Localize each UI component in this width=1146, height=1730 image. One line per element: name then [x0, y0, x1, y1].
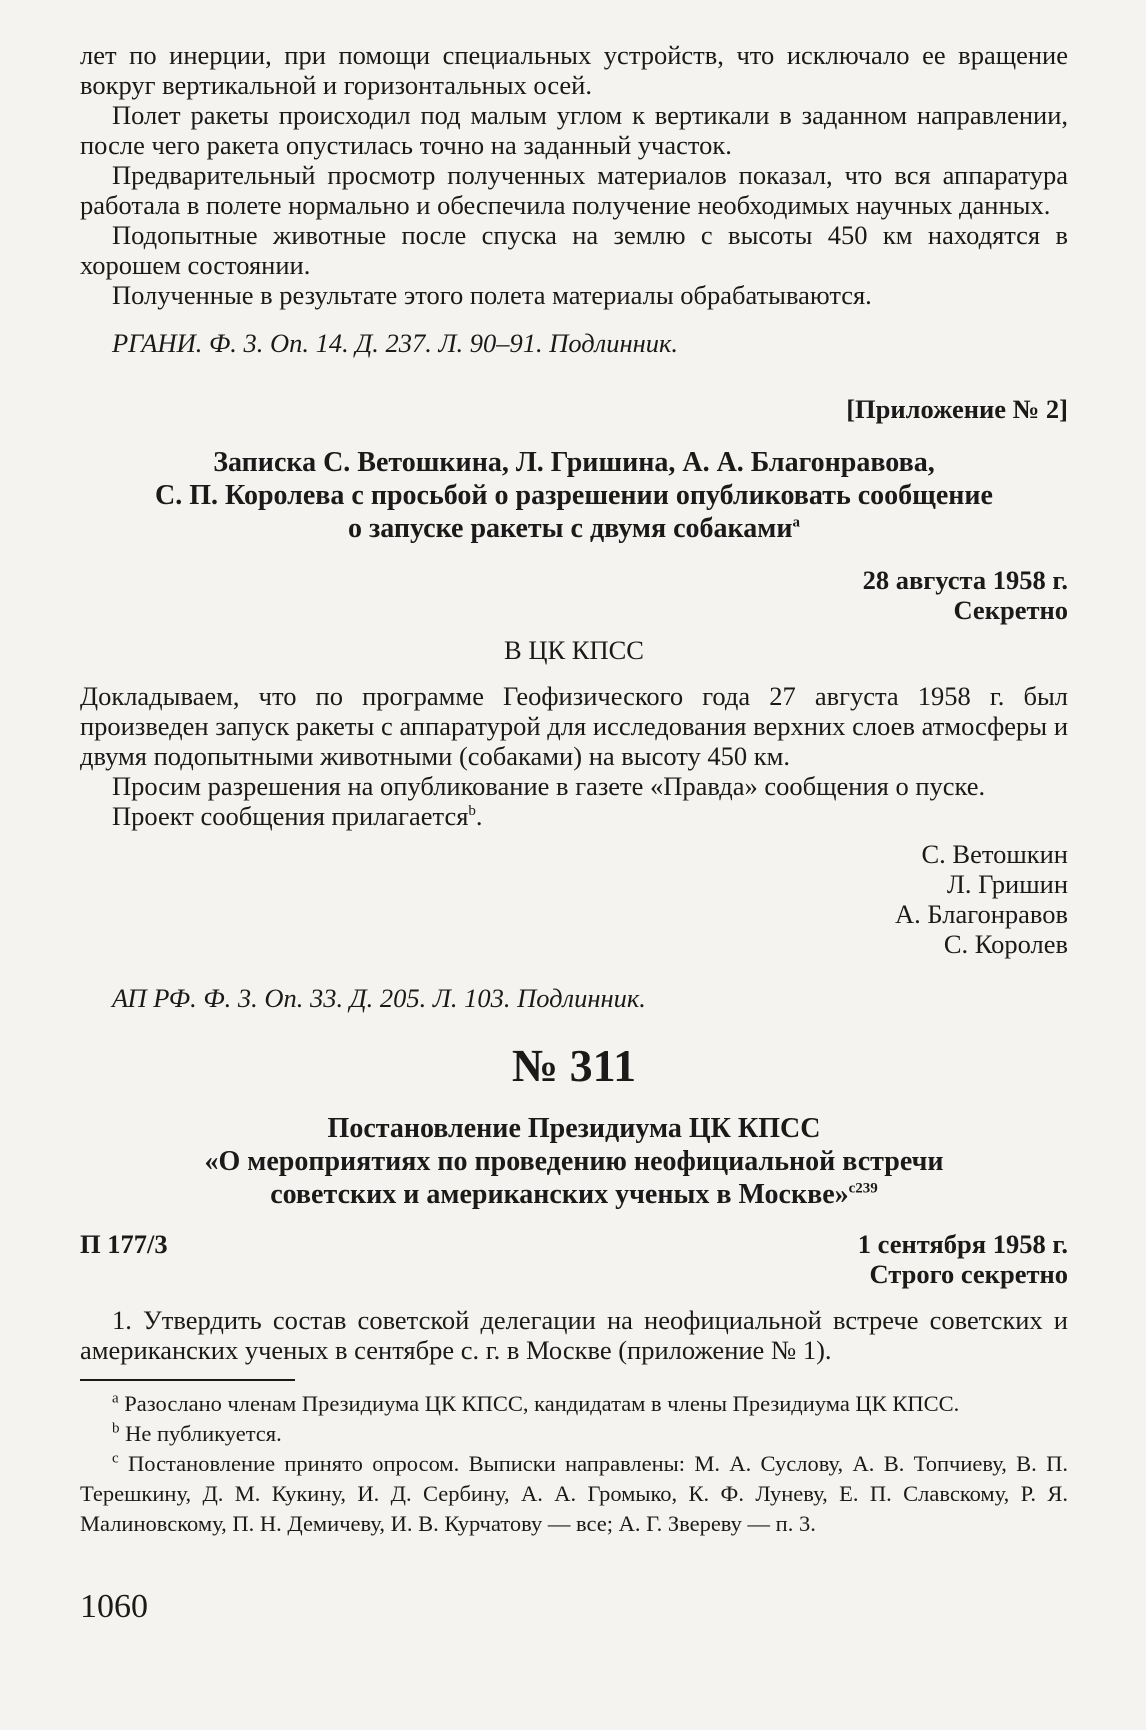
- note-title-line: С. П. Королева с просьбой о разрешении опубликовать сообщение: [155, 480, 993, 511]
- page-number: 1060: [80, 1588, 148, 1625]
- signer: С. Ветошкин: [921, 839, 1068, 869]
- paragraph: Подопытные животные после спуска на землю с высоты 450 км находятся в хорошем состоянии.: [80, 220, 1068, 280]
- signer: А. Благонравов: [895, 899, 1068, 929]
- paragraph: лет по инерции, при помощи специальных устройств, что исключало ее вращение вокруг вертикальной и горизонтальных осей.: [80, 40, 1068, 100]
- footnotes: [80, 1389, 1068, 1539]
- footnote-marker: b: [468, 803, 476, 820]
- note-title-text: о запуске ракеты с двумя собаками: [348, 513, 793, 544]
- secrecy-label: Строго секретно: [869, 1259, 1068, 1289]
- paragraph-text: Проект сообщения прилагается: [112, 801, 469, 831]
- archive-reference: АП РФ. Ф. 3. Оп. 33. Д. 205. Л. 103. Подлинник.: [112, 983, 646, 1013]
- paragraph: Просим разрешения на опубликование в газете «Правда» сообщения о пуске.: [112, 771, 986, 801]
- signers: [80, 839, 1068, 959]
- paragraph: Полет ракеты происходил под малым углом к вертикали в заданном направлении, после чего ракета опустилась точно на заданный участок.: [80, 100, 1068, 160]
- signer: Л. Гришин: [946, 869, 1068, 899]
- resolution-title-text: советских и американских ученых в Москве»: [270, 1179, 849, 1210]
- resolution-date: 1 сентября 1958 г.: [857, 1229, 1068, 1259]
- resolution-title: [80, 1112, 1068, 1211]
- resolution-title-line: «О мероприятиях по проведению неофициальной встречи: [204, 1146, 944, 1177]
- addressee: В ЦК КПСС: [504, 635, 644, 665]
- footnote-text: Не публикуется.: [125, 1421, 282, 1446]
- resolution-title-line: [80, 1178, 1068, 1211]
- paragraph: Полученные в результате этого полета материалы обрабатываются.: [112, 280, 872, 310]
- footnote-text: Постановление принято опросом. Выписки направлены: М. А. Суслову, А. В. Топчиеву, В. П. Терешкину, Д. М. Кукину, И. Д. Сербину, А. А. Громыко, К. Ф. Луневу, Е. П. Славскому, Р. Я. Малиновскому, П. Н. Демичеву, И. В. Курчатову — все; А. Г. Звереву — п. 3.: [80, 1451, 1068, 1536]
- footnote: [80, 1389, 1068, 1419]
- resolution-meta: [80, 1229, 1068, 1259]
- footnote-marker: a: [792, 514, 800, 531]
- paragraph: Предварительный просмотр полученных материалов показал, что вся аппаратура работала в полете нормально и обеспечила получение необходимых научных данных.: [80, 160, 1068, 220]
- signer: С. Королев: [943, 929, 1068, 959]
- footnote: [80, 1449, 1068, 1539]
- note-title: [80, 446, 1068, 545]
- archive-reference: РГАНИ. Ф. 3. Оп. 14. Д. 237. Л. 90–91. Подлинник.: [112, 328, 679, 358]
- note-title-line: Записка С. Ветошкина, Л. Гришина, А. А. Благонравова,: [213, 447, 935, 478]
- paragraph: Проект сообщения прилагается$^b$.: [112, 801, 483, 831]
- footnote: [80, 1419, 1068, 1449]
- appendix-label: [Приложение № 2]: [846, 394, 1068, 424]
- paragraph: Докладываем, что по программе Геофизического года 27 августа 1958 г. был произведен запуск ракеты с аппаратурой для исследования верхних слоев атмосферы и двумя подопытными животными (собаками) на высоту 450 км.: [80, 681, 1068, 771]
- footnote-marker: c: [112, 1450, 119, 1467]
- intro-section: [80, 40, 1068, 310]
- footnote-marker: c239: [848, 1180, 878, 1197]
- document-number: № 311: [511, 1040, 637, 1091]
- resolution-title-line: Постановление Президиума ЦК КПСС: [327, 1113, 821, 1144]
- footnote-marker: b: [112, 1420, 120, 1437]
- footnote-marker: a: [112, 1390, 119, 1407]
- footnote-divider: [80, 1379, 295, 1381]
- resolution-code: П 177/3: [80, 1229, 168, 1259]
- note-date: 28 августа 1958 г.: [862, 565, 1068, 595]
- footnote-text: Разослано членам Президиума ЦК КПСС, кандидатам в члены Президиума ЦК КПСС.: [124, 1391, 960, 1416]
- note-title-line: [80, 512, 1068, 545]
- secrecy-label: Секретно: [953, 595, 1068, 625]
- note-body: [80, 681, 1068, 831]
- paragraph: 1. Утвердить состав советской делегации на неофициальной встрече советских и американских ученых в сентябре с. г. в Москве (приложение № 1).: [80, 1305, 1068, 1365]
